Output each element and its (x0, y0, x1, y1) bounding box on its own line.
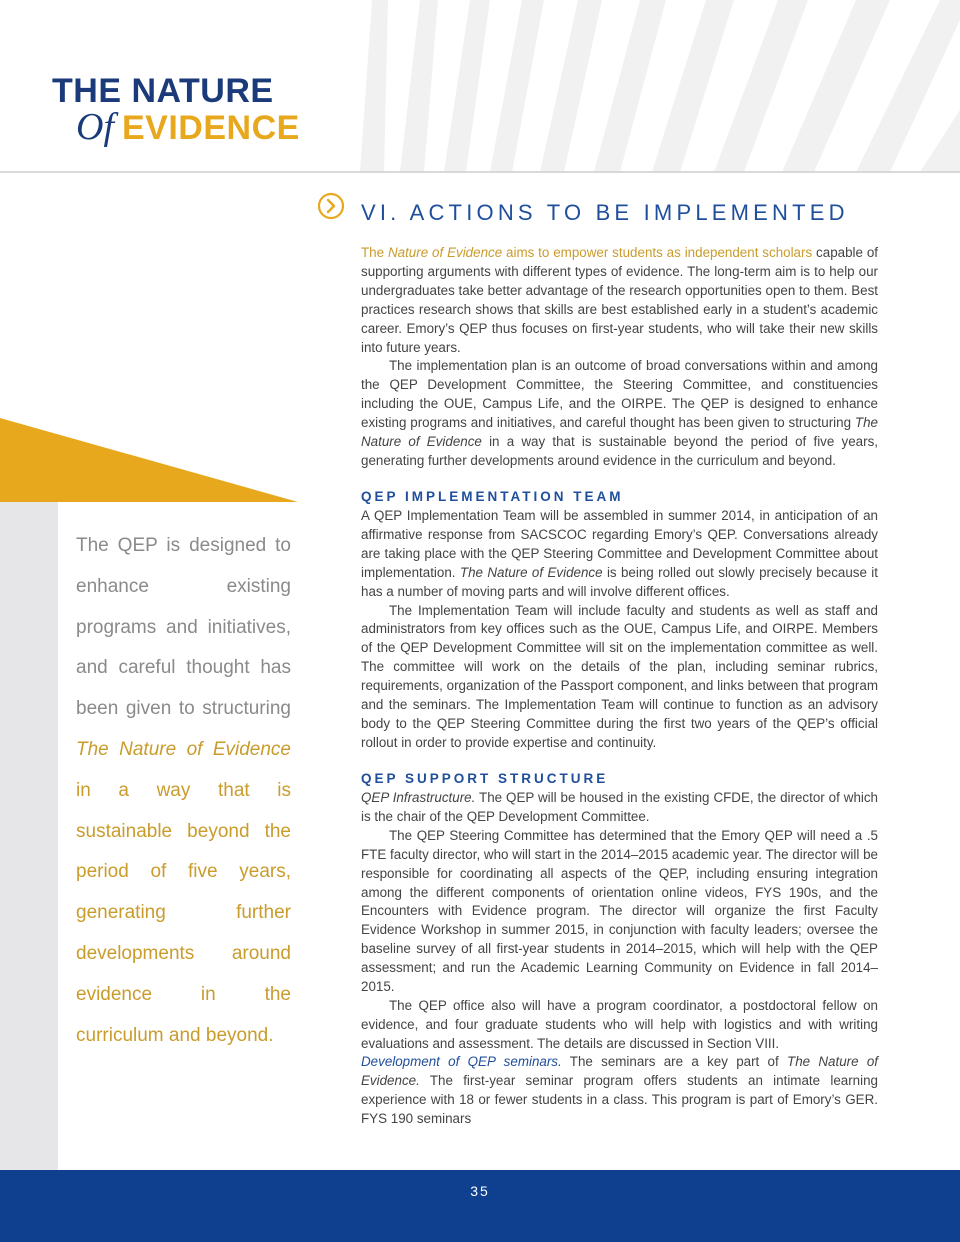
team-paragraph-2: The Implementation Team will include faculty and students as well as staff and administrators from key offices such as the OUE, Campus Life, and OIRPE. Members of the QEP Development Committee will sit on the implementation committee as well. The committee will work on the details of the plan, including seminar rubrics, requirements, organization of the Passport component, and links between that program and the seminars. The Implementation Team will continue to function as an advisory body to the QEP Steering Committee during the first two years of the QEP’s official rollout in order to provide expertise and continuity. (361, 602, 878, 750)
team-p1-c: is being rolled out slowly precisely because it has a number of moving parts and will involve different offices. (361, 564, 878, 599)
intro-paragraph-2 (361, 357, 878, 470)
team-text (361, 507, 878, 753)
support-paragraph-3: The QEP office also will have a program coordinator, a postdoctoral fellow on evidence, and four graduate students who will help with logistics and with writing evaluations and assessment. The details are discussed in Section VIII. (361, 997, 878, 1051)
intro-p2-a: The implementation plan is an outcome of broad conversations within and among the QEP Development Committee, the Steering Committee, and constituencies including the OUE, Campus Life, and the OIRPE. The QEP is designed to enhance existing programs and initiatives, and careful thought has been given to structuring (361, 358, 878, 431)
seminars-paragraph (361, 1053, 878, 1129)
team-p1-title: The Nature of Evidence (459, 564, 603, 580)
intro-lead-a: The (361, 245, 388, 260)
logo-line-1: THE NATURE (52, 72, 274, 110)
intro-lead-title: Nature of Evidence (387, 245, 503, 260)
support-p1-b: The QEP will be housed in the existing CFDE, the director of which is the chair of the QEP Development Committee. (361, 790, 879, 824)
seminars-lead: Development of QEP seminars. (361, 1054, 562, 1069)
intro-p2-title: The Nature of Evidence (361, 415, 878, 450)
logo-line-2 (76, 108, 300, 154)
footer-bar (0, 1170, 960, 1242)
intro-lead-c: aims to empower students as independent scholars (502, 245, 813, 260)
support-paragraph-1 (361, 789, 878, 827)
pull-quote-text-a: The QEP is designed to enhance existing programs and initiatives, and careful thought has been given to structuring (76, 535, 291, 720)
support-paragraph-2: The QEP Steering Committee has determined that the Emory QEP will need a .5 FTE faculty director, who will start in the 2014–2015 academic year. The director will be responsible for coordinating all aspects of the QEP, including ensuring integration among the different components of orientation online videos, FYS 190s, and the Encounters with Evidence program. The director will organize the first Faculty Evidence Workshop in summer 2015, in conjunction with faculty leaders; oversee the baseline survey of all first-year students in 2014–2015, which will help with the QEP assessment; and run the Academic Learning Community on Evidence in fall 2014–2015. (361, 827, 878, 995)
chevron-right-circle-icon (317, 192, 347, 222)
sidebar-gold-wedge (0, 400, 300, 510)
page-number: 35 (470, 1183, 490, 1199)
sidebar-background (0, 470, 58, 1170)
logo (52, 74, 300, 154)
seminars-title: The Nature of Evidence. (361, 1054, 879, 1088)
pull-quote (76, 526, 291, 1056)
team-heading: QEP IMPLEMENTATION TEAM (361, 489, 624, 504)
pull-quote-title: The Nature of Evidence (76, 738, 291, 760)
team-paragraph-1 (361, 507, 878, 602)
section-title: VI. ACTIONS TO BE IMPLEMENTED (361, 200, 849, 225)
seminars-a: The seminars are a key part of (561, 1054, 788, 1069)
intro-p1-rest: capable of supporting arguments with different types of evidence. The long-term aim is to help our undergraduates take better advantage of the research opportunities open to them. Best practices research shows that skills are best established early in a student’s academic career. Emory’s QEP thus focuses on first-year students, who will take their new skills into future years. (361, 245, 879, 355)
logo-evidence: EVIDENCE (122, 109, 300, 147)
pull-quote-text-c: in a way that is sustainable beyond the period of five years, generating further developments around evidence in the curriculum and beyond. (76, 779, 291, 1046)
intro-text (361, 244, 878, 471)
intro-paragraph-1 (361, 244, 878, 357)
logo-of: Of (76, 106, 114, 148)
support-text (361, 789, 878, 1054)
seminars-text (361, 1053, 878, 1129)
support-infrastructure-label: QEP Infrastructure. (361, 790, 476, 805)
seminars-c: The first-year seminar program offers students an intimate learning experience with 18 or fewer students in a class. This program is part of Emory’s GER. FYS 190 seminars (361, 1072, 878, 1126)
support-heading: QEP SUPPORT STRUCTURE (361, 771, 609, 786)
team-p1-a: A QEP Implementation Team will be assembled in summer 2014, in anticipation of an affirmative response from SACSCOC regarding Emory’s QEP. Conversations already are taking place with the QEP Steering Committee and Development Committee about implementation. (361, 508, 878, 580)
intro-p2-c: in a way that is sustainable beyond the period of five years, generating further developments around evidence in the curriculum and beyond. (361, 434, 878, 468)
header-rule (0, 171, 960, 173)
